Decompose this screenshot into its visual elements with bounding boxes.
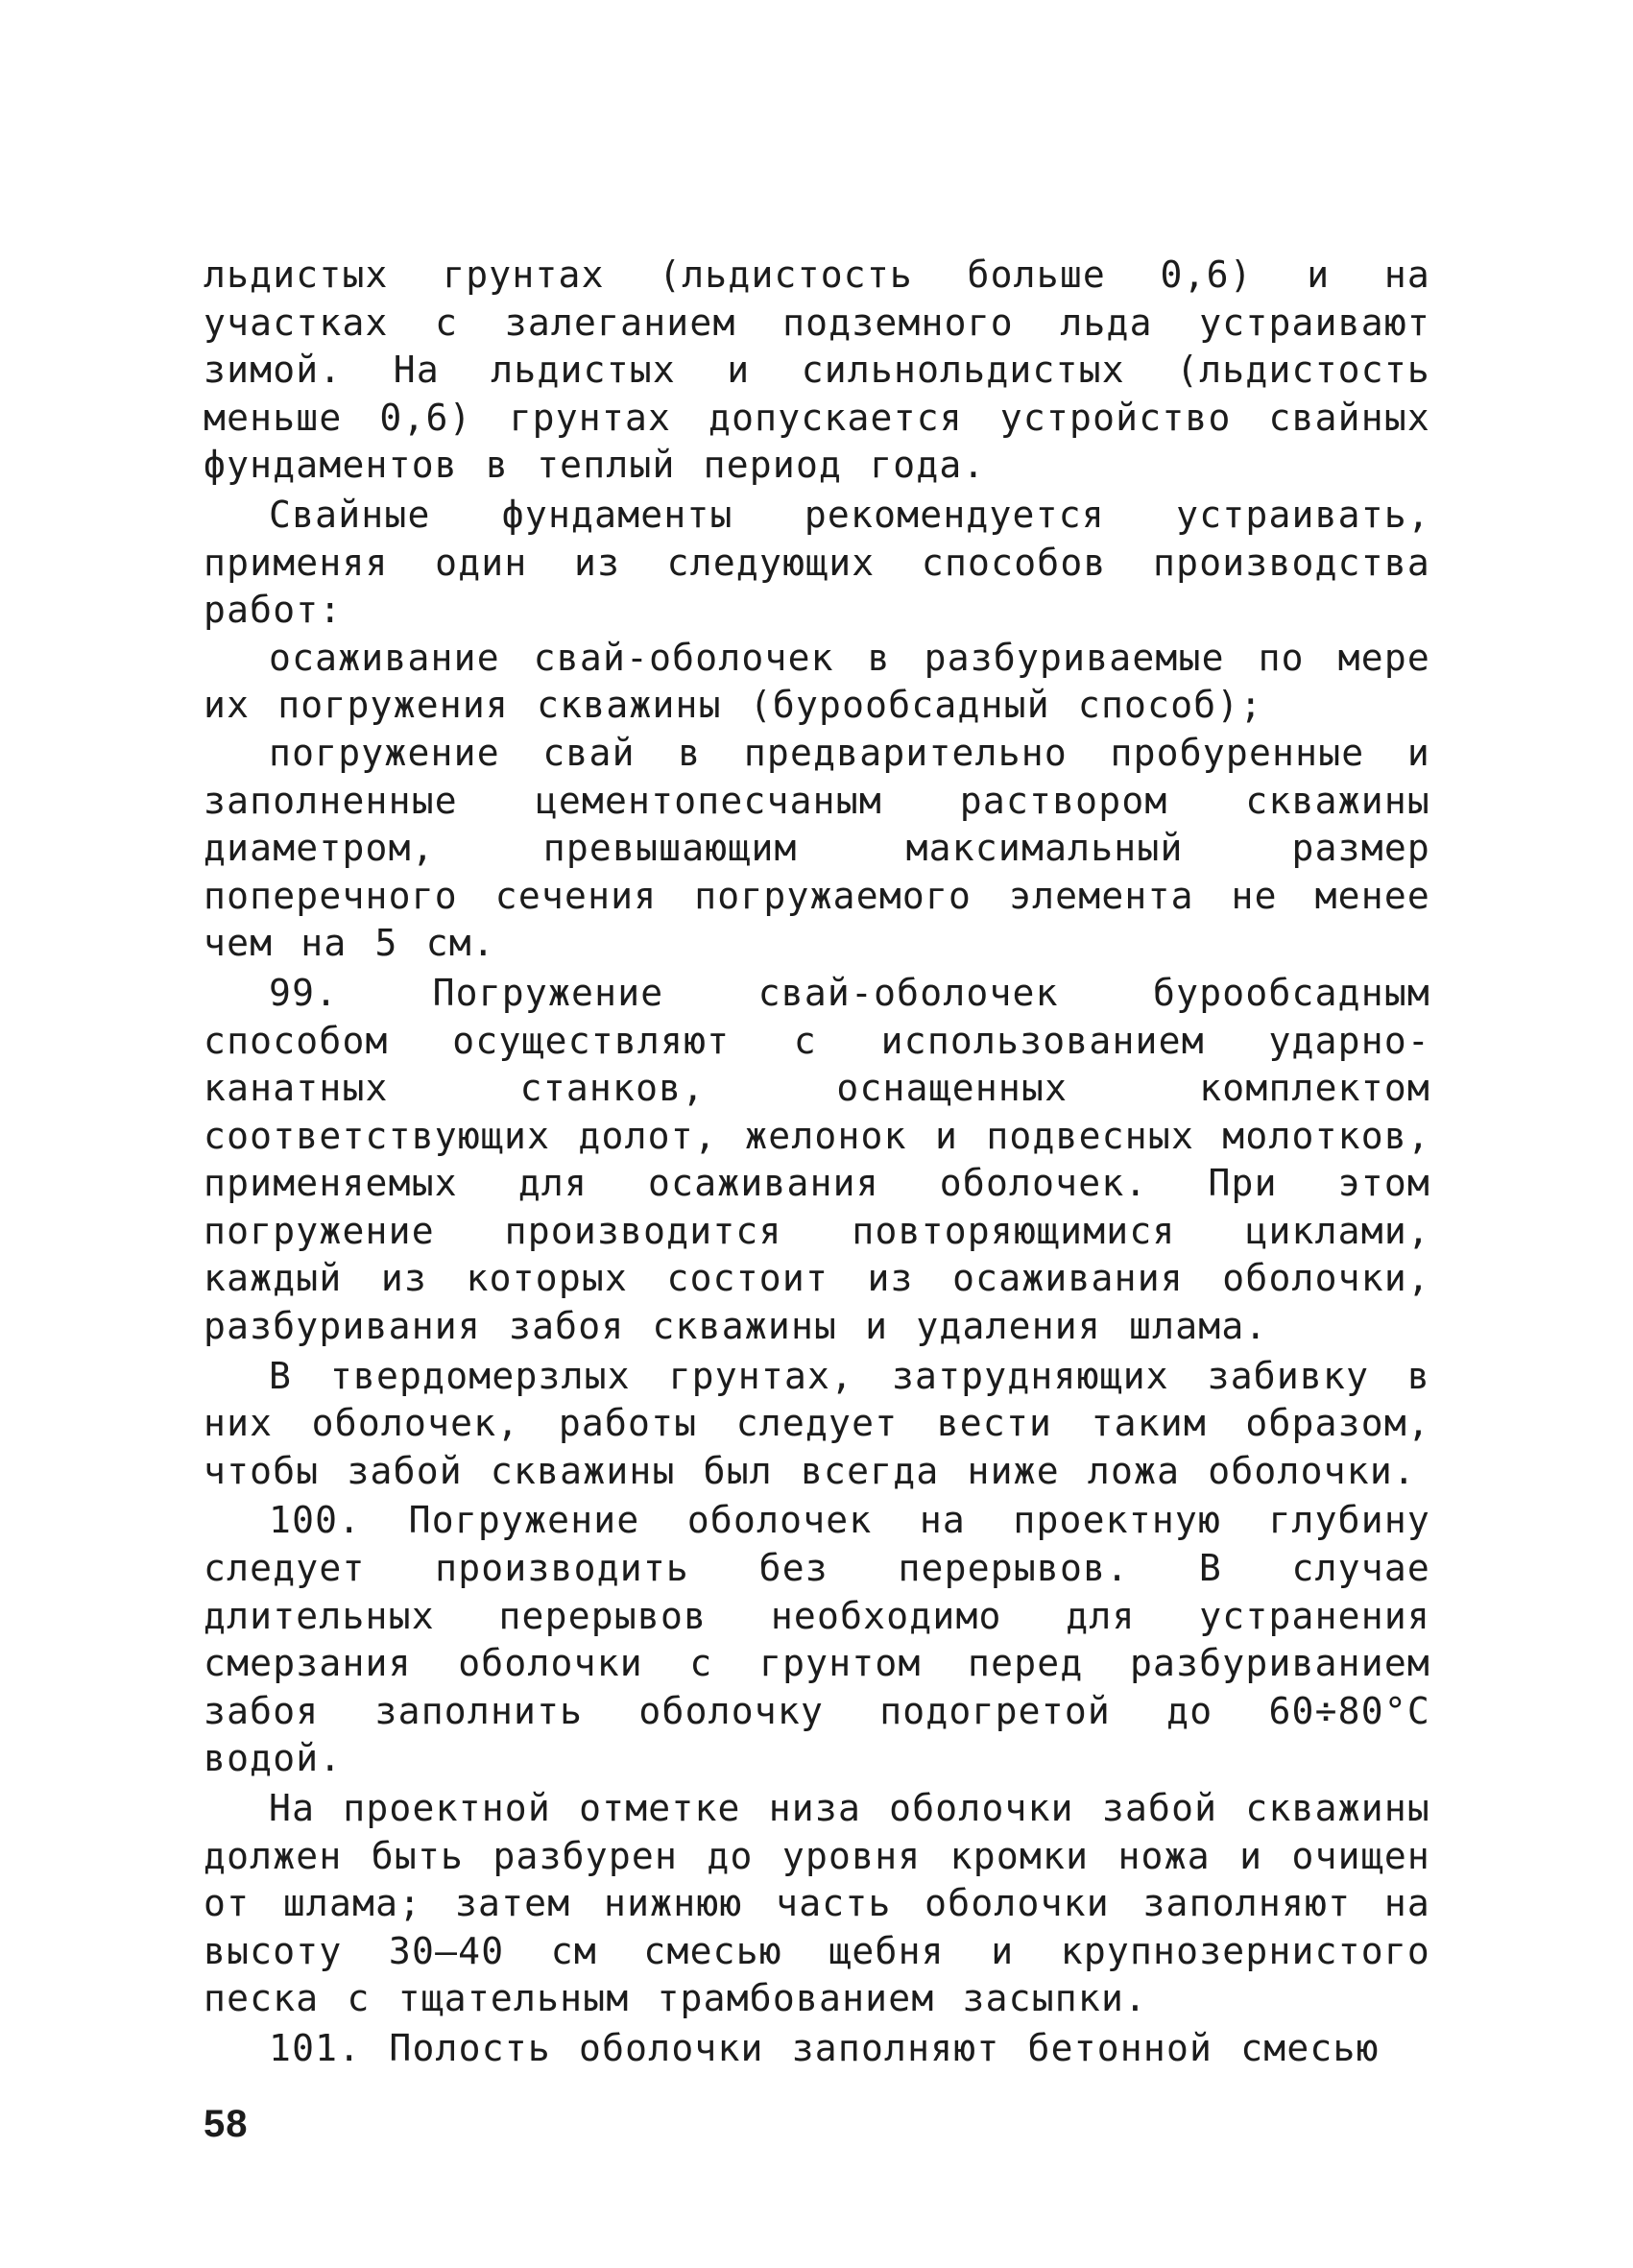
paragraph-method-predrilled: погружение свай в предварительно пробуренные и заполненные цементопесчаным раствором скважины диаметром, превышающим максимальный размер поперечного сечения погружаемого элемента не менее чем на 5 см. xyxy=(204,731,1430,965)
paragraph-continuation: льдистых грунтах (льдистость больше 0,6) и на участках с залеганием подземного льда устраивают зимой. На льдистых и сильнольдистых (льдистость меньше 0,6) грунтах допускается устройство свайных фундаментов в теплый период года. xyxy=(204,253,1430,487)
paragraph-clause-101: 101. Полость оболочки заполняют бетонной смесью xyxy=(269,2026,1380,2069)
page-body xyxy=(204,252,1430,2073)
paragraph-clause-100: 100. Погружение оболочек на проектную глубину следует производить без перерывов. В случае длительных перерывов необходимо для устранения смерзания оболочки с грунтом перед разбуриванием забоя заполнить оболочку подогретой до 60÷80°С водой. xyxy=(204,1499,1430,1780)
paragraph-design-mark: На проектной отметке низа оболочки забой скважины должен быть разбурен до уровня кромки ножа и очищен от шлама; затем нижнюю часть оболочки заполняют на высоту 30–40 см смесью щебня и крупнозернистого песка с тщательным трамбованием засыпки. xyxy=(204,1787,1430,2020)
paragraph-frozen-soils: В твердомерзлых грунтах, затрудняющих забивку в них оболочек, работы следует вести таким образом, чтобы забой скважины был всегда ниже ложа оболочки. xyxy=(204,1354,1430,1492)
paragraph-methods-intro: Свайные фундаменты рекомендуется устраивать, применяя один из следующих способов производства работ: xyxy=(204,493,1430,632)
page-number: 58 xyxy=(204,2103,249,2145)
paragraph-clause-99: 99. Погружение свай-оболочек бурообсадным способом осуществляют с использованием ударно-канатных станков, оснащенных комплектом соответствующих долот, желонок и подвесных молотков, применяемых для осаживания оболочек. При этом погружение производится повторяющимися циклами, каждый из которых состоит из осаживания оболочки, разбуривания забоя скважины и удаления шлама. xyxy=(204,971,1430,1348)
paragraph-method-drilling: осаживание свай-оболочек в разбуриваемые по мере их погружения скважины (бурообсадный способ); xyxy=(204,636,1430,727)
